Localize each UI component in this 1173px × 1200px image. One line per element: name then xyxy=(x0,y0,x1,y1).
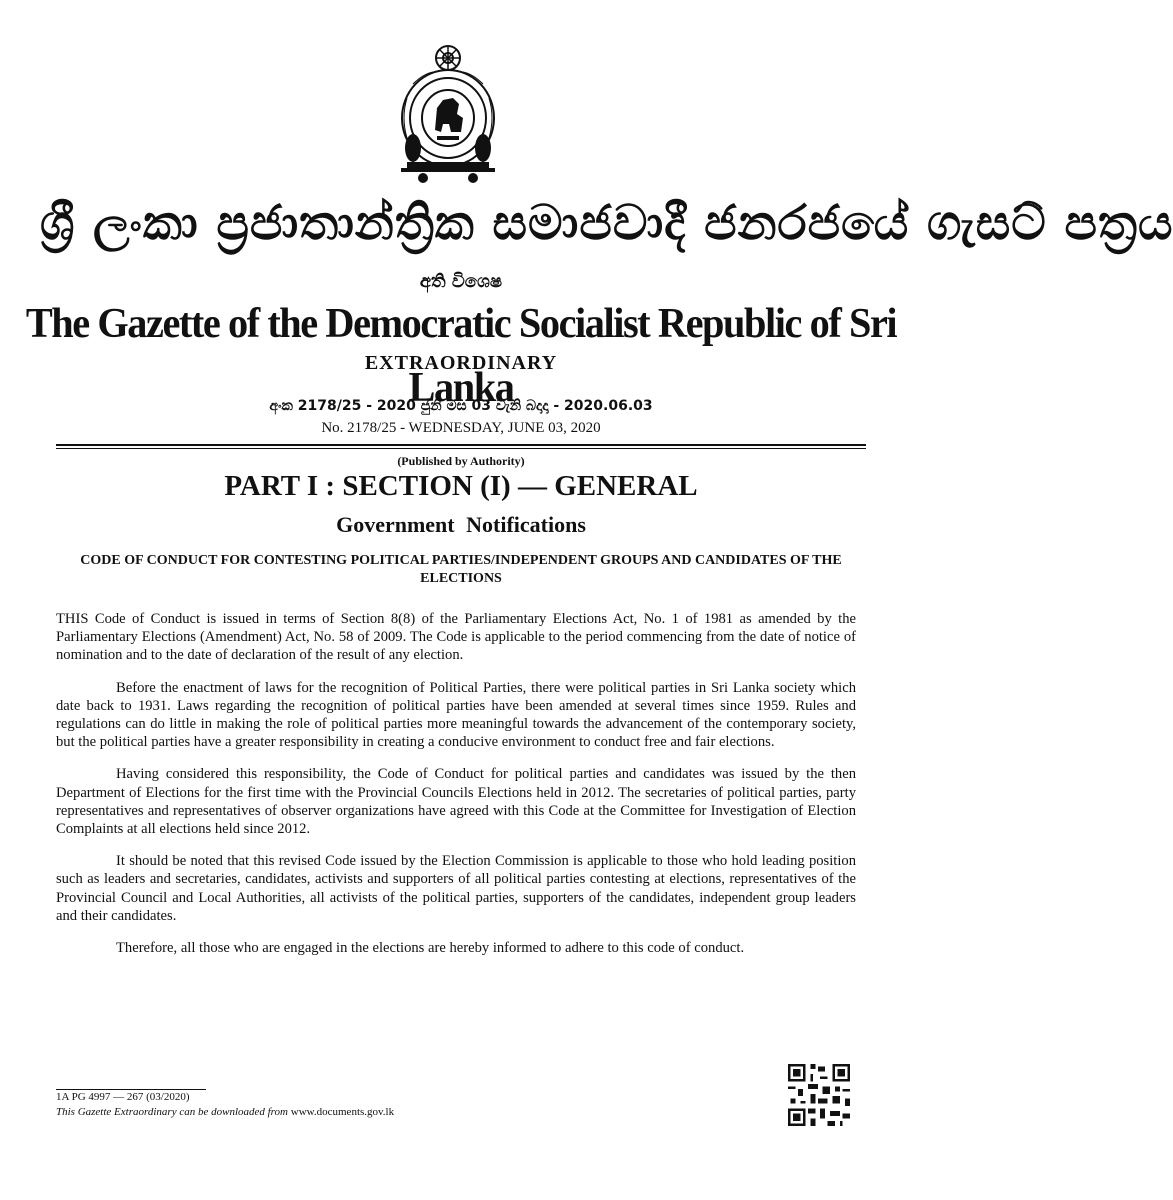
extraordinary-label: EXTRAORDINARY xyxy=(364,352,558,374)
extraordinary-label-sinhala: අති විශෙෂ xyxy=(419,271,503,292)
paragraph: THIS Code of Conduct is issued in terms of Section 8(8) of the Parliamentary Elections Act, No. 1 of 1981 as amended by the Parliamentary Elections (Amendment) Act, No. 58 of 2009. The Code is applicable to the period commencing from the date of notice of nomination and to the date of declaration of the result of any election. xyxy=(56,611,856,664)
download-note-text: This Gazette Extraordinary can be downloaded from xyxy=(56,1106,288,1118)
part-heading: PART I : SECTION (I) — GENERAL xyxy=(224,470,698,502)
qr-code-icon[interactable] xyxy=(788,1064,850,1126)
sri-lanka-emblem-icon xyxy=(393,38,503,188)
print-reference: 1A PG 4997 — 267 (03/2020) xyxy=(56,1091,190,1103)
download-note xyxy=(56,1106,394,1118)
notice-title: CODE OF CONDUCT FOR CONTESTING POLITICAL PARTIES/INDEPENDENT GROUPS AND CANDIDATES OF THE ELECTIONS xyxy=(80,553,842,586)
paragraph: It should be noted that this revised Code issued by the Election Commission is applicable to those who hold leading position such as leaders and secretaries, candidates, activists and supporters of all political parties contesting at elections, representatives of the Provincial Council and Local Authorities, all activists of the political parties, supporters of the candidates, independent group leaders and their candidates. xyxy=(56,853,856,924)
footer-rule xyxy=(56,1089,206,1090)
gazette-title-sinhala: ශ්‍රී ලංකා ප්‍රජාතාන්ත්‍රික සමාජවාදී ජනරජයේ ගැසට් පත්‍රය xyxy=(40,195,1173,251)
issue-line-english: No. 2178/25 - WEDNESDAY, JUNE 03, 2020 xyxy=(321,420,601,436)
download-link[interactable]: www.documents.gov.lk xyxy=(290,1106,395,1118)
paragraph: Before the enactment of laws for the recognition of Political Parties, there were political parties in Sri Lanka society which date back to 1931. Laws regarding the recognition of political parties have been amended at several times since 1959. Rules and regulations can do little in making the role of political parties more meaningful towards the advancement of the contemporary society, but the political parties have a greater responsibility in creating a conducive environment to conduct free and fair elections. xyxy=(56,679,856,751)
paragraph: Having considered this responsibility, the Code of Conduct for political parties and candidates was issued by the then Department of Elections for the first time with the Provincial Councils Elections held in 2012. The secretaries of political parties, party representatives and representatives of observer organizations have agreed with this Code at the Committee for Investigation of Election Complaints at all elections held since 2012. xyxy=(56,766,856,838)
published-by-authority: (Published by Authority) xyxy=(397,454,525,468)
section-heading: Government Notifications xyxy=(336,512,586,537)
gazette-title-english: The Gazette of the Democratic Socialist Republic of Sri Lanka xyxy=(25,301,897,411)
header-rule-thin xyxy=(56,448,866,449)
header-rule xyxy=(56,444,866,446)
notice-body xyxy=(56,610,856,971)
issue-line-sinhala: අංක 2178/25 - 2020 ජුනි මස 03 වැනි බදාදා - 2020.06.03 xyxy=(269,398,653,414)
paragraph: Therefore, all those who are engaged in the elections are hereby informed to adhere to this code of conduct. xyxy=(116,940,745,957)
